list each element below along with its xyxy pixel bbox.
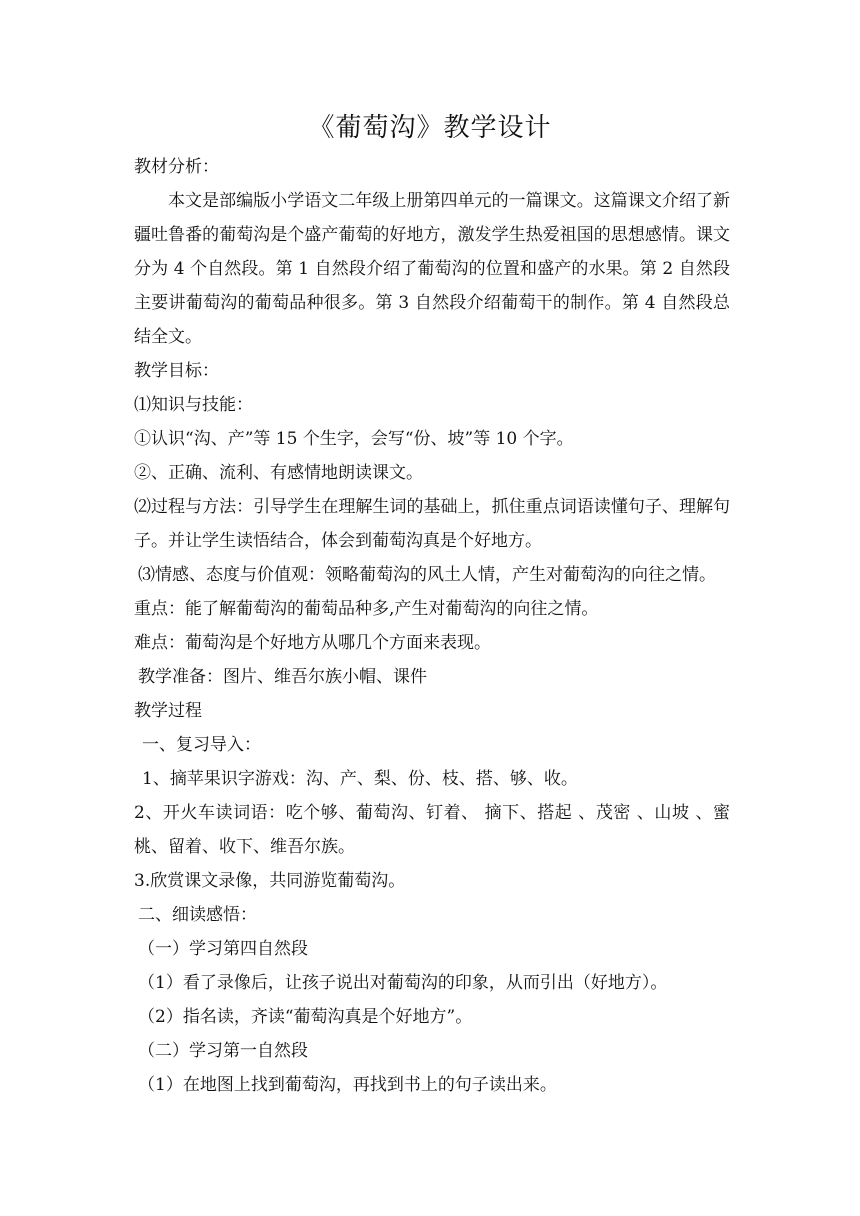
- step1-item-1: 1、摘苹果识字游戏：沟、产、梨、份、枝、搭、够、收。: [142, 769, 578, 789]
- sub2-heading: （二）学习第一自然段: [138, 1041, 308, 1061]
- goal-emotion: ⑶情感、态度与价值观：领略葡萄沟的风土人情，产生对葡萄沟的向往之情。: [138, 565, 716, 585]
- difficulty: 难点：葡萄沟是个好地方从哪几个方面来表现。: [134, 633, 491, 653]
- document-title: 《葡萄沟》教学设计: [308, 113, 552, 143]
- goal-knowledge: ⑴知识与技能：: [134, 395, 253, 415]
- material-heading: 教材分析：: [134, 157, 219, 177]
- preparation: 教学准备：图片、维吾尔族小帽、课件: [138, 667, 427, 687]
- goal-knowledge-item-2: ②、正确、流利、有感情地朗读课文。: [134, 463, 423, 483]
- process-heading: 教学过程: [134, 701, 202, 721]
- goals-heading: 教学目标：: [134, 361, 219, 381]
- step2-heading: 二、细读感悟：: [138, 905, 257, 925]
- material-paragraph: 本文是部编版小学语文二年级上册第四单元的一篇课文。这篇课文介绍了新疆吐鲁番的葡萄沟是个盛产葡萄的好地方，激发学生热爱祖国的思想感情。课文分为 4 个自然段。第 1 自然段介绍了葡萄沟的位置和盛产的水果。第 2 自然段主要讲葡萄沟的葡萄品种很多。第 3 自然段介绍葡萄干的制作。第 4 自然段总结全文。: [134, 191, 730, 347]
- step1-heading: 一、复习导入：: [142, 735, 261, 755]
- document-body: [134, 150, 730, 1102]
- step1-item-3: 3.欣赏课文录像，共同游览葡萄沟。: [134, 871, 406, 891]
- sub1-item-1: （1）看了录像后，让孩子说出对葡萄沟的印象，从而引出（好地方）。: [138, 973, 668, 993]
- step1-item-2: 2、开火车读词语：吃个够、葡萄沟、钉着、 摘下、搭起 、茂密 、山坡 、蜜桃、留着、收下、维吾尔族。: [134, 803, 730, 857]
- sub1-heading: （一）学习第四自然段: [138, 939, 308, 959]
- goal-process: ⑵过程与方法：引导学生在理解生词的基础上，抓住重点词语读懂句子、理解句子。并让学生读悟结合，体会到葡萄沟真是个好地方。: [134, 497, 730, 551]
- sub2-item-1: （1）在地图上找到葡萄沟，再找到书上的句子读出来。: [138, 1075, 557, 1095]
- sub1-item-2: （2）指名读，齐读“葡萄沟真是个好地方”。: [138, 1007, 473, 1027]
- key-point: 重点：能了解葡萄沟的葡萄品种多,产生对葡萄沟的向往之情。: [134, 599, 599, 619]
- goal-knowledge-item-1: ①认识“沟、产”等 15 个生字，会写“份、坡”等 10 个字。: [134, 429, 574, 449]
